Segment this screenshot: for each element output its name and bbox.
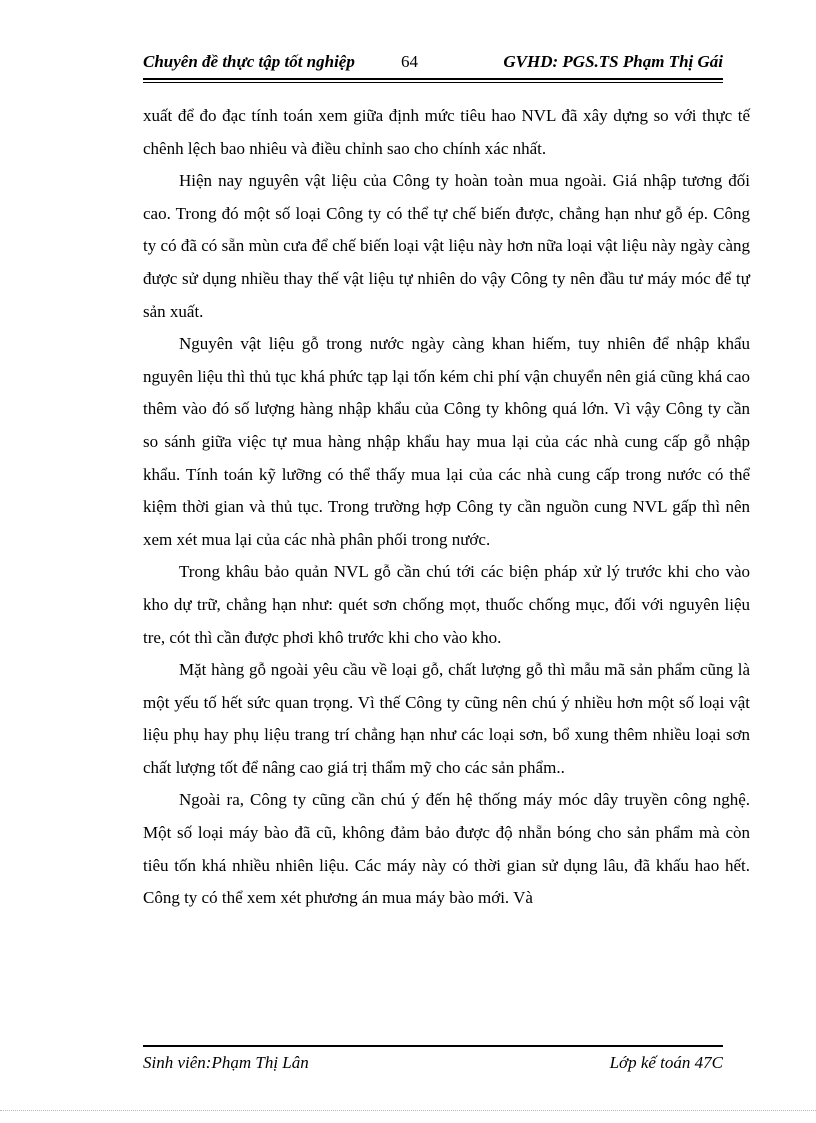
paragraph: xuất để đo đạc tính toán xem giữa định mức tiêu hao NVL đã xây dựng so với thực tế chênh lệch bao nhiêu và điều chỉnh sao cho chính xác nhất. — [143, 106, 750, 158]
header-rule-thin — [143, 82, 723, 83]
header-title: Chuyên đề thực tập tốt nghiệp — [143, 52, 355, 71]
paragraph: Hiện nay nguyên vật liệu của Công ty hoàn toàn mua ngoài. Giá nhập tương đối cao. Trong đó một số loại Công ty có thể tự chế biến được, chẳng hạn như gỗ ép. Công ty có đã có sẵn mùn cưa để chế biến loại vật liệu này hơn nữa loại vật liệu này ngày càng được sử dụng nhiều thay thế vật liệu tự nhiên do vậy Công ty nên đầu tư máy móc để tự sản xuất. — [143, 171, 750, 321]
footer-class: Lớp kế toán 47C — [609, 1053, 723, 1072]
page-edge-divider — [0, 1110, 816, 1111]
paragraph: Ngoài ra, Công ty cũng cần chú ý đến hệ thống máy móc dây truyền công nghệ. Một số loại máy bào đã cũ, không đảm bảo được độ nhẵn bóng cho sản phẩm mà còn tiêu tốn khá nhiều nhiên liệu. Các máy này có thời gian sử dụng lâu, đã khấu hao hết. Công ty có thể xem xét phương án mua máy bào mới. Và — [143, 790, 750, 908]
page-number: 64 — [401, 52, 418, 71]
header-advisor: GVHD: PGS.TS Phạm Thị Gái — [503, 52, 723, 71]
footer-rule — [143, 1045, 723, 1047]
paragraph: Mặt hàng gỗ ngoài yêu cầu về loại gỗ, chất lượng gỗ thì mẫu mã sản phẩm cũng là một yếu tố hết sức quan trọng. Vì thế Công ty cũng nên chú ý nhiều hơn một số loại vật liệu phụ hay phụ liệu trang trí chẳng hạn như các loại sơn, bổ xung thêm nhiều loại sơn chất lượng tốt để nâng cao giá trị thẩm mỹ cho các sản phẩm.. — [143, 660, 750, 777]
page-header — [143, 52, 723, 78]
page-footer — [143, 1053, 723, 1075]
body-text — [143, 100, 750, 915]
footer-student: Sinh viên:Phạm Thị Lân — [143, 1053, 309, 1072]
paragraph: Nguyên vật liệu gỗ trong nước ngày càng khan hiếm, tuy nhiên để nhập khẩu nguyên liệu thì thủ tục khá phức tạp lại tốn kém chi phí vận chuyển nên giá cũng khá cao thêm vào đó số lượng hàng nhập khẩu của Công ty không quá lớn. Vì vậy Công ty cần so sánh giữa việc tự mua hàng nhập khẩu hay mua lại của các nhà cung cấp gỗ nhập khẩu. Tính toán kỹ lưỡng có thể thấy mua lại của các nhà cung cấp trong nước có thể kiệm thời gian và thủ tục. Trong trường hợp Công ty cần nguồn cung NVL gấp thì nên xem xét mua lại của các nhà phân phối trong nước. — [143, 334, 750, 549]
paragraph: Trong khâu bảo quản NVL gỗ cần chú tới các biện pháp xử lý trước khi cho vào kho dự trữ, chẳng hạn như: quét sơn chống mọt, thuốc chống mục, đối với nguyên liệu tre, cót thì cần được phơi khô trước khi cho vào kho. — [143, 562, 750, 647]
header-rule — [143, 78, 723, 80]
